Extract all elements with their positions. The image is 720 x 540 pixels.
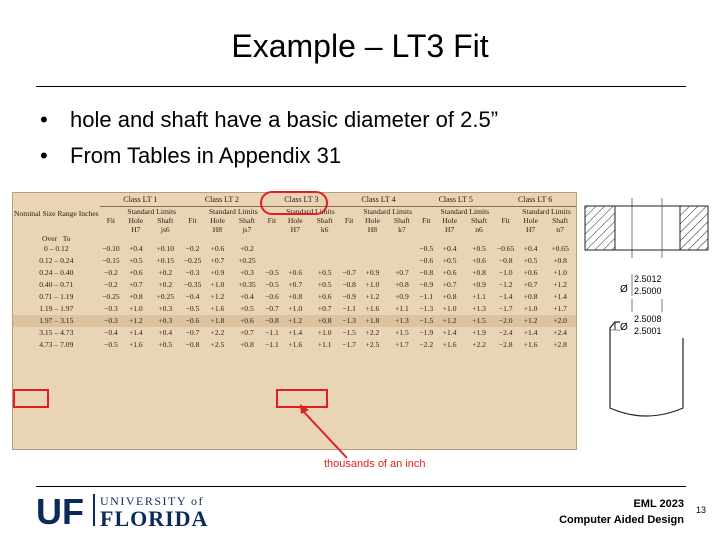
table-cell: +1.6 [365, 304, 380, 313]
size-from: 0.71 [39, 292, 53, 301]
table-cell: +2.0 [544, 315, 576, 327]
shaft-label: Shaft [471, 216, 488, 225]
footer-text [559, 496, 684, 528]
table-cell: +1.7 [553, 304, 567, 313]
table-cell: +1.0 [288, 304, 303, 313]
table-cell: +0.6 [472, 256, 486, 265]
table-cell: +1.2 [365, 292, 380, 301]
bullet-dot-icon: • [40, 107, 48, 132]
table-cell: −0.3 [104, 304, 118, 313]
table-cell: −0.7 [265, 304, 279, 313]
fit-header: Fit [106, 216, 116, 225]
table-cell: −0.25 [102, 292, 120, 301]
table-cell: −1.7 [498, 304, 513, 313]
table-cell: −1.9 [419, 328, 434, 337]
table-cell: +1.9 [472, 328, 486, 337]
table-cell: −1.3 [419, 304, 434, 313]
grade-label: H7 [525, 225, 536, 234]
table-cell: +0.25 [156, 292, 175, 301]
table-cell: +1.2 [210, 292, 225, 301]
table-cell: +1.7 [394, 340, 409, 349]
table-cell: +0.5 [158, 340, 173, 349]
table-cell: +1.5 [394, 328, 409, 337]
table-cell: +1.4 [523, 328, 538, 337]
table-cell: +0.8 [442, 292, 457, 301]
table-cell: +2.8 [553, 340, 567, 349]
table-cell: +0.6 [317, 292, 332, 301]
shaft-label: Shaft [238, 216, 255, 225]
page-number: 13 [696, 505, 707, 515]
std-limits-header: Standard Limits [208, 207, 258, 216]
table-cell: +1.2 [122, 315, 149, 327]
table-cell: +0.15 [156, 256, 175, 265]
table-cell: −0.5 [265, 268, 279, 277]
logo-florida: FLORIDA [100, 506, 209, 530]
bullet-text: From Tables in Appendix 31 [70, 143, 342, 168]
table-cell: +2.2 [210, 328, 225, 337]
table-cell: +0.65 [551, 244, 569, 253]
std-limits-header: Standard Limits [363, 207, 413, 216]
table-cell: −0.15 [102, 256, 120, 265]
table-cell: +0.5 [442, 256, 457, 265]
table-cell: +1.5 [464, 315, 495, 327]
table-cell: −1.1 [265, 340, 279, 349]
table-cell: +0.7 [394, 268, 409, 277]
table-cell: −0.10 [102, 244, 120, 253]
fit-drawing [580, 188, 710, 428]
table-cell: +0.8 [288, 292, 303, 301]
table-cell: −1.1 [419, 292, 434, 301]
size-from: 0.12 [39, 256, 53, 265]
table-cell: +2.2 [472, 340, 486, 349]
diameter-symbol-icon: Ø [620, 322, 628, 333]
grade-label: n7 [556, 225, 564, 234]
table-cell: −1.5 [342, 328, 356, 337]
table-cell: +1.2 [281, 315, 309, 327]
table-cell: +0.8 [239, 340, 254, 349]
size-from: 0 [43, 244, 48, 253]
shaft-label: Shaft [552, 216, 569, 225]
size-to: – 3.15 [54, 316, 74, 325]
table-cell: +0.9 [365, 268, 380, 277]
to-label: To [62, 234, 71, 243]
fit-header: Fit [501, 216, 510, 225]
table-cell: +1.0 [523, 304, 538, 313]
class-header-lt2: Class LT 2 [181, 193, 263, 207]
shaft-dim-lower: 2.5001 [634, 326, 662, 336]
table-cell: −0.6 [265, 292, 279, 301]
hole-label: Hole [210, 216, 225, 225]
size-to: – 0.24 [54, 256, 74, 265]
class-header-lt5: Class LT 5 [417, 193, 494, 207]
table-cell: +1.0 [365, 280, 380, 289]
logo-university-of: UNIVERSITY of [100, 494, 205, 508]
table-cell: +0.7 [317, 304, 332, 313]
table-cell: +0.8 [309, 315, 340, 327]
table-cell: +1.0 [442, 304, 457, 313]
fit-header: Fit [344, 216, 354, 225]
table-cell: +1.2 [553, 280, 567, 289]
hole-label: Hole [365, 216, 380, 225]
table-cell: +1.0 [553, 268, 567, 277]
table-cell: −1.3 [340, 315, 358, 327]
table-cell: −0.7 [185, 328, 200, 337]
table-cell: +0.8 [553, 256, 567, 265]
table-cell: +0.7 [523, 280, 538, 289]
class-header-lt3: Class LT 3 [263, 193, 340, 207]
hole-dim-upper: 2.5012 [634, 274, 662, 284]
table-cell: +0.4 [523, 244, 538, 253]
footer-divider [36, 486, 686, 487]
table-cell: −0.9 [342, 292, 356, 301]
table-cell: +0.3 [158, 304, 173, 313]
table-cell: +0.8 [128, 292, 143, 301]
table-cell: +0.9 [210, 268, 225, 277]
table-cell: +0.6 [288, 268, 303, 277]
table-cell: +2.5 [210, 340, 225, 349]
size-from: 1.19 [39, 304, 53, 313]
table-cell: +2.4 [553, 328, 567, 337]
table-cell: −2.2 [419, 340, 434, 349]
table-cell: +1.4 [128, 328, 143, 337]
table-cell: −0.4 [104, 328, 118, 337]
table-cell: −0.8 [263, 315, 281, 327]
hole-dim-lower: 2.5000 [634, 286, 662, 296]
grade-label: H8 [367, 225, 378, 234]
table-cell: −1.5 [417, 315, 435, 327]
fit-header: Fit [422, 216, 431, 225]
size-from: 3.15 [39, 328, 53, 337]
table-cell: +1.0 [128, 304, 143, 313]
table-cell: +0.4 [442, 244, 457, 253]
table-cell: −0.8 [185, 340, 200, 349]
table-cell: −0.2 [104, 268, 118, 277]
table-cell: +0.5 [523, 256, 538, 265]
table-cell: +0.7 [239, 328, 254, 337]
grade-label: H7 [444, 225, 455, 234]
table-cell: +1.1 [472, 292, 486, 301]
hole-section [585, 198, 708, 258]
table-cell: +1.1 [394, 304, 409, 313]
table-cell: +0.8 [523, 292, 538, 301]
units-callout: thousands of an inch [324, 458, 426, 470]
size-from: 4.73 [39, 340, 53, 349]
table-cell: +0.3 [239, 268, 254, 277]
table-cell: −0.2 [185, 244, 200, 253]
table-cell: +1.4 [442, 328, 457, 337]
table-cell: −0.5 [104, 340, 118, 349]
nominal-size-header: Nominal Size Range Inches [14, 209, 99, 218]
table-cell: +0.8 [394, 280, 409, 289]
std-limits-header: Standard Limits [440, 207, 490, 216]
table-cell: +1.3 [472, 304, 486, 313]
table-cell: +0.6 [128, 268, 143, 277]
table-cell: +0.7 [210, 256, 225, 265]
table-cell: +0.6 [231, 315, 263, 327]
table-cell: −0.35 [183, 280, 202, 289]
table-cell: +1.8 [204, 315, 231, 327]
table-cell: −0.8 [498, 256, 513, 265]
table-cell: +1.6 [128, 340, 143, 349]
shaft-dimension [620, 312, 690, 338]
course-code: EML 2023 [633, 498, 684, 510]
table-cell: +0.7 [442, 280, 457, 289]
grade-label: H7 [290, 225, 300, 234]
table-cell: −0.5 [265, 280, 279, 289]
table-cell: +1.3 [387, 315, 418, 327]
diameter-symbol-icon: Ø [620, 284, 628, 295]
size-to: – 1.97 [54, 304, 74, 313]
over-label: Over [41, 234, 58, 243]
table-cell: +0.10 [156, 244, 175, 253]
table-cell: +0.5 [472, 244, 486, 253]
table-cell: +0.35 [238, 280, 256, 289]
table-cell: +0.25 [238, 256, 256, 265]
table-cell: +1.6 [288, 340, 303, 349]
table-cell: −0.8 [419, 268, 434, 277]
table-cell: +1.6 [210, 304, 225, 313]
fit-header: Fit [188, 216, 197, 225]
table-cell: −2.4 [498, 328, 513, 337]
shaft-label: Shaft [316, 216, 333, 225]
table-cell: −2.0 [494, 315, 517, 327]
table-cell: −0.6 [181, 315, 204, 327]
std-limits-header: Standard Limits [522, 207, 571, 216]
class-header-lt4: Class LT 4 [340, 193, 417, 207]
table-cell: +1.8 [358, 315, 386, 327]
shaft-dim-upper: 2.5008 [634, 314, 662, 324]
table-cell: +1.0 [317, 328, 332, 337]
table-cell: −0.65 [496, 244, 515, 253]
table-cell: +1.2 [517, 315, 544, 327]
size-to: – 7.09 [54, 340, 74, 349]
table-cell: −0.3 [100, 315, 123, 327]
table-cell: −0.5 [419, 244, 434, 253]
table-cell: +0.6 [442, 268, 457, 277]
table-cell: +1.4 [553, 292, 567, 301]
table-cell: −1.1 [265, 328, 279, 337]
table-cell: +0.6 [210, 244, 225, 253]
table-cell: −0.8 [342, 280, 356, 289]
table-cell: −0.7 [342, 268, 356, 277]
grade-label: k7 [398, 225, 406, 234]
table-cell: −0.2 [104, 280, 118, 289]
table-cell: +1.6 [523, 340, 538, 349]
table-cell: +1.2 [435, 315, 463, 327]
size-to: – 0.12 [49, 244, 69, 253]
fit-header: Fit [267, 216, 277, 225]
shaft-label: Shaft [393, 216, 410, 225]
table-cell: +2.2 [365, 328, 380, 337]
hole-label: Hole [128, 216, 144, 225]
table-cell: −1.2 [498, 280, 513, 289]
shaft-label: Shaft [157, 216, 174, 225]
table-cell: +0.2 [158, 280, 173, 289]
size-from: 1.97 [39, 316, 53, 325]
table-cell: +1.0 [210, 280, 225, 289]
table-cell: +2.5 [365, 340, 380, 349]
table-cell: +0.5 [128, 256, 143, 265]
table-cell: +1.4 [288, 328, 303, 337]
table-cell: −2.8 [498, 340, 513, 349]
table-cell: +0.2 [158, 268, 173, 277]
table-cell: +1.6 [442, 340, 457, 349]
size-from: 0.40 [39, 280, 53, 289]
table-cell: −0.6 [419, 256, 434, 265]
table-cell: +0.8 [472, 268, 486, 277]
table-cell: +0.3 [149, 315, 181, 327]
hole-label: Hole [523, 216, 538, 225]
std-limits-header: Standard Limits [127, 207, 177, 216]
table-cell: −1.0 [498, 268, 513, 277]
size-to: – 1.19 [54, 292, 74, 301]
table-cell: +0.6 [523, 268, 538, 277]
table-cell: +0.9 [394, 292, 409, 301]
table-cell: +0.7 [128, 280, 143, 289]
table-cell: −1.7 [342, 340, 356, 349]
class-header-lt6: Class LT 6 [494, 193, 576, 207]
size-to: – 4.73 [54, 328, 74, 337]
class-header-lt1: Class LT 1 [100, 193, 182, 207]
size-to: – 0.40 [54, 268, 74, 277]
table-cell: +0.5 [317, 280, 332, 289]
uf-logo [36, 490, 236, 530]
table-cell: +0.4 [128, 244, 143, 253]
grade-label: H8 [212, 225, 223, 234]
grade-label: js6 [160, 225, 170, 234]
hole-label: Hole [442, 216, 457, 225]
table-cell: +0.5 [317, 268, 332, 277]
hole-label: Hole [287, 216, 303, 225]
logo-uf-text: UF [36, 491, 84, 530]
table-cell: +1.1 [317, 340, 332, 349]
table-cell: +0.5 [239, 304, 254, 313]
table-cell: −1.1 [342, 304, 356, 313]
bullet-dot-icon: • [40, 143, 48, 168]
bullet-text: hole and shaft have a basic diameter of 2.5” [70, 107, 499, 132]
table-cell: −0.5 [185, 304, 200, 313]
course-name: Computer Aided Design [559, 514, 684, 526]
size-to: – 0.71 [54, 280, 74, 289]
hole-dimension [620, 271, 690, 299]
table-cell: −0.4 [185, 292, 200, 301]
table-cell: +0.2 [239, 244, 254, 253]
size-from: 0.24 [39, 268, 53, 277]
table-cell: −0.25 [183, 256, 202, 265]
table-cell: −0.9 [419, 280, 434, 289]
table-cell: +0.4 [239, 292, 254, 301]
grade-label: js7 [242, 225, 252, 234]
slide-title: Example – LT3 Fit [231, 28, 489, 64]
table-cell: −0.3 [185, 268, 200, 277]
table-cell: +0.9 [472, 280, 486, 289]
std-limits-header: Standard Limits [286, 207, 335, 216]
table-cell: −1.4 [498, 292, 513, 301]
grade-label: k6 [320, 225, 329, 234]
table-cell: +0.4 [158, 328, 173, 337]
grade-label: n6 [475, 225, 483, 234]
grade-label: H7 [131, 225, 141, 234]
table-cell: +0.7 [288, 280, 303, 289]
